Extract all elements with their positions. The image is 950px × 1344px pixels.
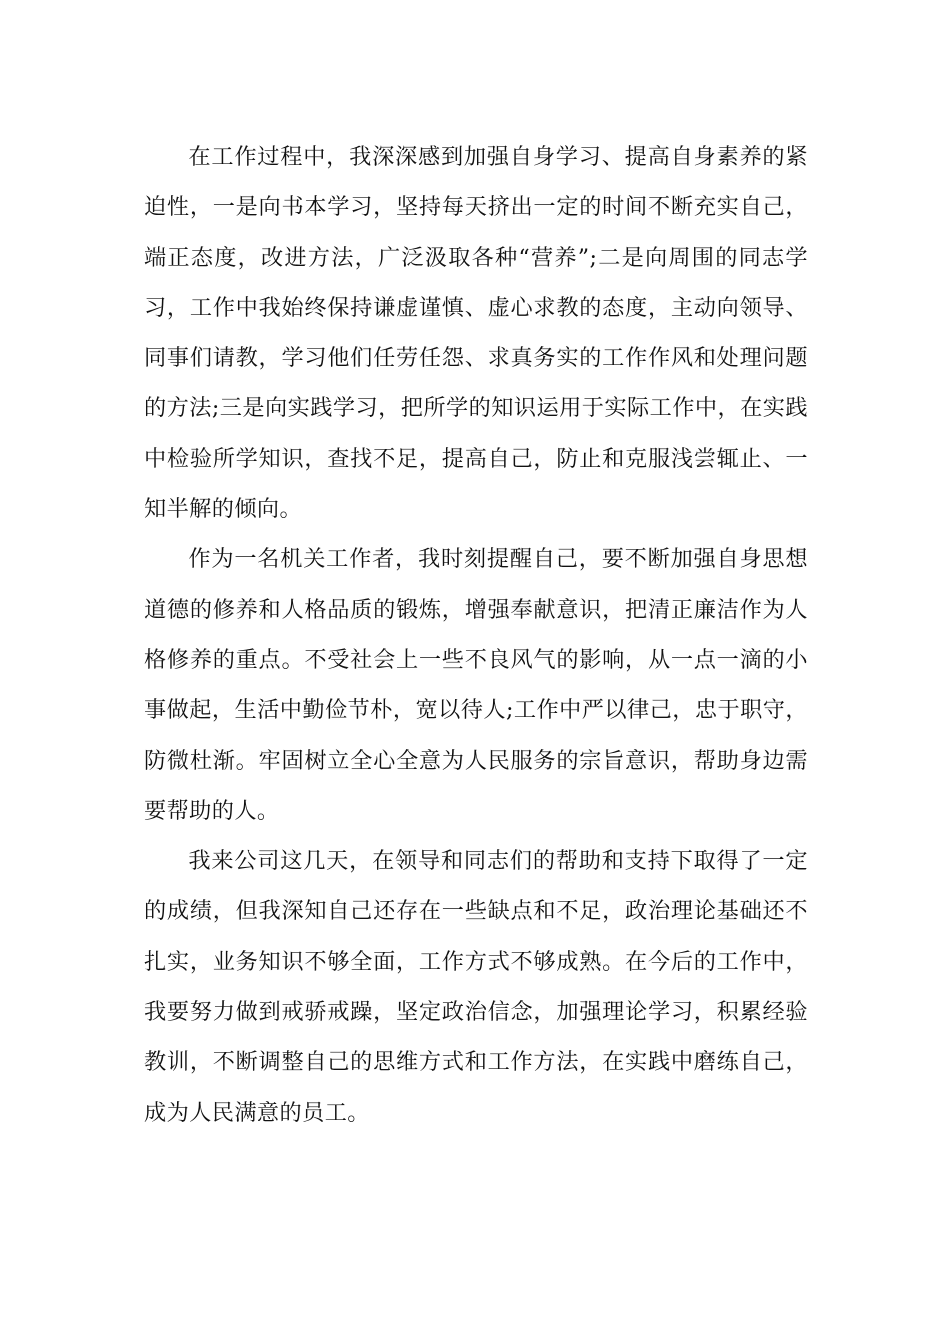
paragraph-ethics: 作为一名机关工作者，我时刻提醒自己，要不断加强自身思想道德的修养和人格品质的锻炼，增强奉献意识，把清正廉洁作为人格修养的重点。不受社会上一些不良风气的影响，从一点一滴的小事做起，生活中勤俭节朴，宽以待人;工作中严以律己，忠于职守，防微杜渐。牢固树立全心全意为人民服务的宗旨意识，帮助身边需要帮助的人。 (144, 546, 808, 824)
paragraph-self-assessment: 我来公司这几天，在领导和同志们的帮助和支持下取得了一定的成绩，但我深知自己还存在一些缺点和不足，政治理论基础还不扎实，业务知识不够全面，工作方式不够成熟。在今后的工作中，我要努力做到戒骄戒躁，坚定政治信念，加强理论学习，积累经验教训，不断调整自己的思维方式和工作方法，在实践中磨练自己，成为人民满意的员工。 (144, 848, 808, 1126)
paragraph-study: 在工作过程中，我深深感到加强自身学习、提高自身素养的紧迫性，一是向书本学习，坚持每天挤出一定的时间不断充实自己，端正态度，改进方法，广泛汲取各种“营养”;二是向周围的同志学习，工作中我始终保持谦虚谨慎、虚心求教的态度，主动向领导、同事们请教，学习他们任劳任怨、求真务实的工作作风和处理问题的方法;三是向实践学习，把所学的知识运用于实际工作中，在实践中检验所学知识，查找不足，提高自己，防止和克服浅尝辄止、一知半解的倾向。 (144, 144, 808, 523)
document-body (144, 132, 808, 1138)
